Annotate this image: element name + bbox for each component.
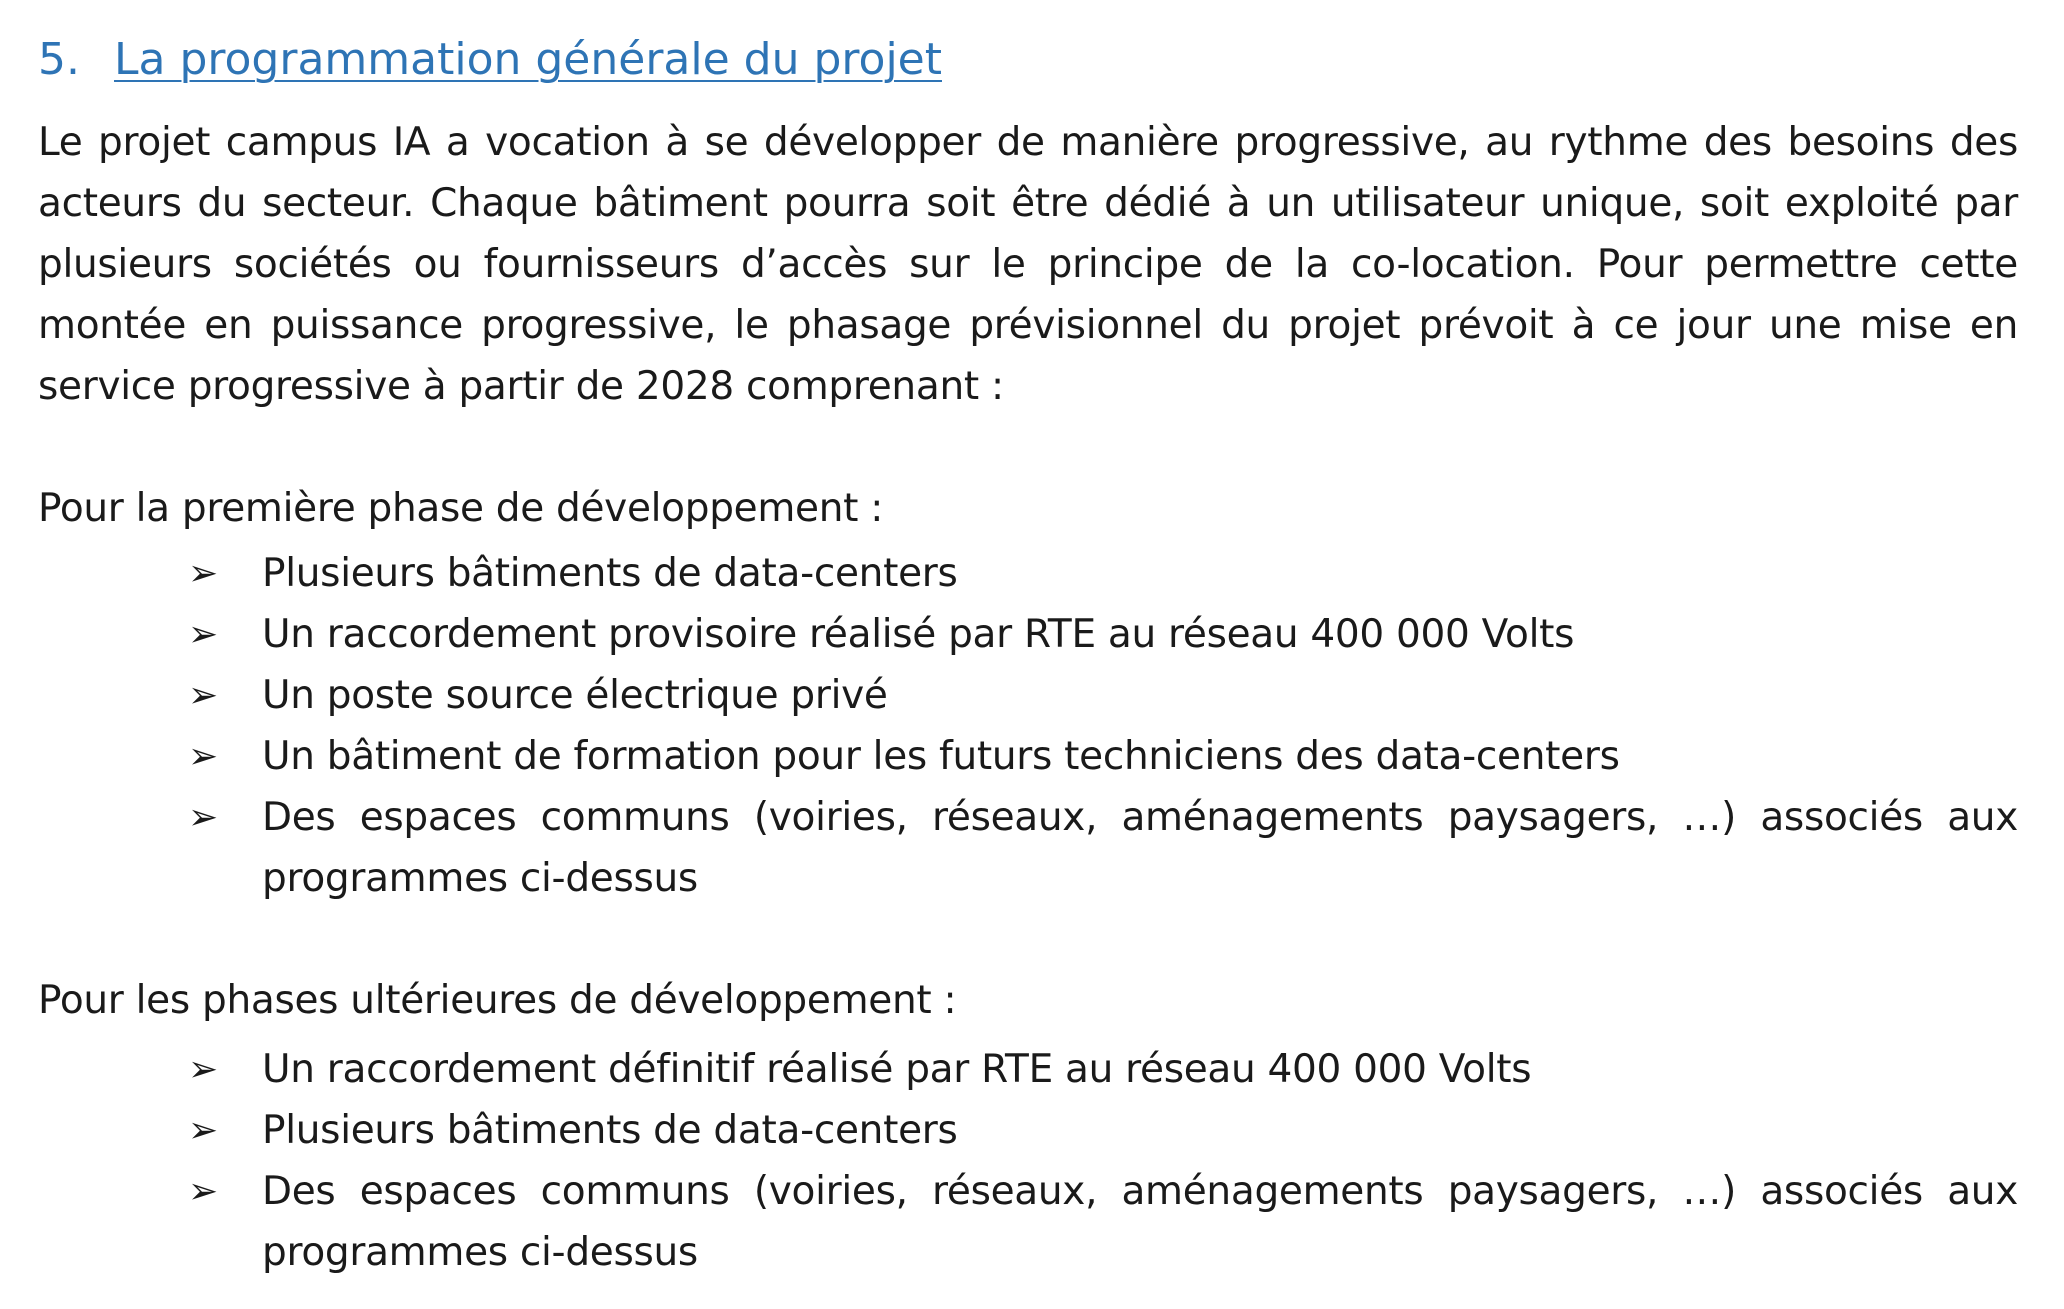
list-item-text: Des espaces communs (voiries, réseaux, aménagements paysagers, …) associés aux programmes ci-dessus	[262, 795, 2018, 901]
arrowhead-bullet-icon: ➢	[188, 1049, 218, 1090]
list-item	[38, 1100, 2018, 1161]
list-item-text: Un bâtiment de formation pour les futurs techniciens des data-centers	[262, 734, 1620, 779]
arrowhead-bullet-icon: ➢	[188, 675, 218, 716]
arrowhead-bullet-icon: ➢	[188, 1110, 218, 1151]
list-item	[38, 726, 2018, 787]
list-item	[38, 665, 2018, 726]
phase1-list	[38, 543, 2018, 909]
list-item	[38, 1039, 2018, 1100]
list-item-text: Un raccordement définitif réalisé par RTE au réseau 400 000 Volts	[262, 1047, 1532, 1092]
list-item-text: Plusieurs bâtiments de data-centers	[262, 551, 958, 596]
arrowhead-bullet-icon: ➢	[188, 797, 218, 838]
section-heading	[38, 30, 2018, 90]
arrowhead-bullet-icon: ➢	[188, 736, 218, 777]
arrowhead-bullet-icon: ➢	[188, 553, 218, 594]
intro-paragraph: Le projet campus IA a vocation à se développer de manière progressive, au rythme des besoins des acteurs du secteur. Chaque bâtiment pourra soit être dédié à un utilisateur unique, soit exploité par plusieurs sociétés ou fournisseurs d’accès sur le principe de la co-location. Pour permettre cette montée en puissance progressive, le phasage prévisionnel du projet prévoit à ce jour une mise en service progressive à partir de 2028 comprenant :	[38, 120, 2018, 409]
list-item-text: Un raccordement provisoire réalisé par RTE au réseau 400 000 Volts	[262, 612, 1575, 657]
arrowhead-bullet-icon: ➢	[188, 614, 218, 655]
list-item	[38, 1161, 2018, 1283]
paragraph-spacer	[38, 417, 2018, 478]
list-item-text: Des espaces communs (voiries, réseaux, aménagements paysagers, …) associés aux programmes ci-dessus	[262, 1169, 2018, 1275]
paragraph-spacer	[38, 909, 2018, 970]
section-number: 5.	[38, 34, 80, 85]
list-item-text: Plusieurs bâtiments de data-centers	[262, 1108, 958, 1153]
list-item	[38, 604, 2018, 665]
list-item	[38, 787, 2018, 909]
list-item	[38, 543, 2018, 604]
arrowhead-bullet-icon: ➢	[188, 1171, 218, 1212]
phase2-label: Pour les phases ultérieures de développement :	[38, 978, 957, 1023]
list-item-text: Un poste source électrique privé	[262, 673, 888, 718]
document-page	[38, 30, 2018, 1283]
phase2-list	[38, 1039, 2018, 1283]
phase1-label: Pour la première phase de développement :	[38, 486, 884, 531]
section-title: La programmation générale du projet	[114, 34, 942, 85]
